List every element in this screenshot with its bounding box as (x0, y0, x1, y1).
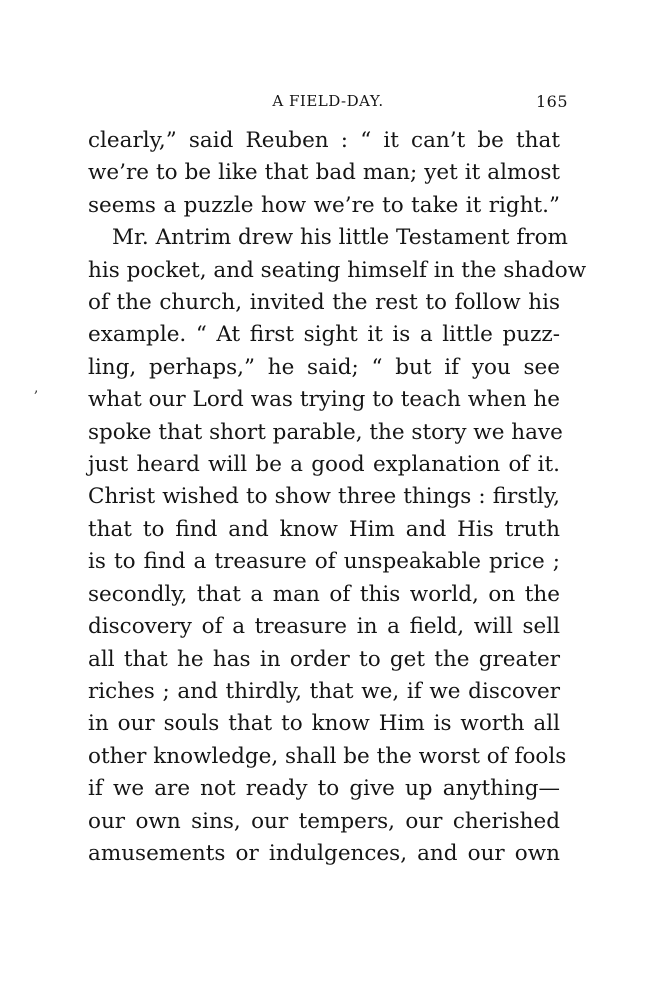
text-line: Mr. Antrim drew his little Testament from (112, 225, 568, 251)
text-line: discovery of a treasure in a field, will sell (88, 614, 560, 640)
text-line: riches ; and thirdly, that we, if we discover (88, 678, 560, 704)
text-line: ling, perhaps,” he said; “ but if you see (88, 354, 560, 380)
text-line: his pocket, and seating himself in the shadow (88, 257, 587, 283)
running-title: A FIELD-DAY. (272, 92, 384, 110)
text-line: if we are not ready to give up anything— (88, 776, 560, 802)
text-line: spoke that short parable, the story we have (88, 419, 563, 445)
page-number: 165 (535, 92, 568, 111)
text-line: all that he has in order to get the greater (88, 646, 560, 672)
text-line: just heard will be a good explanation of it. (88, 452, 560, 478)
text-line: we’re to be like that bad man; yet it almost (88, 160, 560, 186)
text-line: in our souls that to know Him is worth all (88, 711, 560, 737)
text-line: other knowledge, shall be the worst of fools (88, 743, 567, 769)
text-line: what our Lord was trying to teach when he (88, 387, 560, 413)
text-line: our own sins, our tempers, our cherished (88, 808, 560, 834)
text-line: amusements or indulgences, and our own (88, 840, 560, 866)
text-line: is to find a treasure of unspeakable price ; (88, 549, 560, 575)
text-line: clearly,” said Reuben : “ it can’t be that (88, 128, 560, 153)
text-line: secondly, that a man of this world, on the (88, 581, 560, 607)
text-line: Christ wished to show three things : firstly, (88, 484, 560, 510)
text-line: that to find and know Him and His truth (88, 516, 560, 542)
text-line: of the church, invited the rest to follow his (88, 290, 560, 316)
running-head (88, 92, 568, 114)
text-line: seems a puzzle how we’re to take it right.” (88, 192, 560, 218)
text-line: example. “ At first sight it is a little puzz- (88, 322, 560, 348)
body-text (88, 125, 587, 870)
margin-mark: , (34, 380, 39, 396)
